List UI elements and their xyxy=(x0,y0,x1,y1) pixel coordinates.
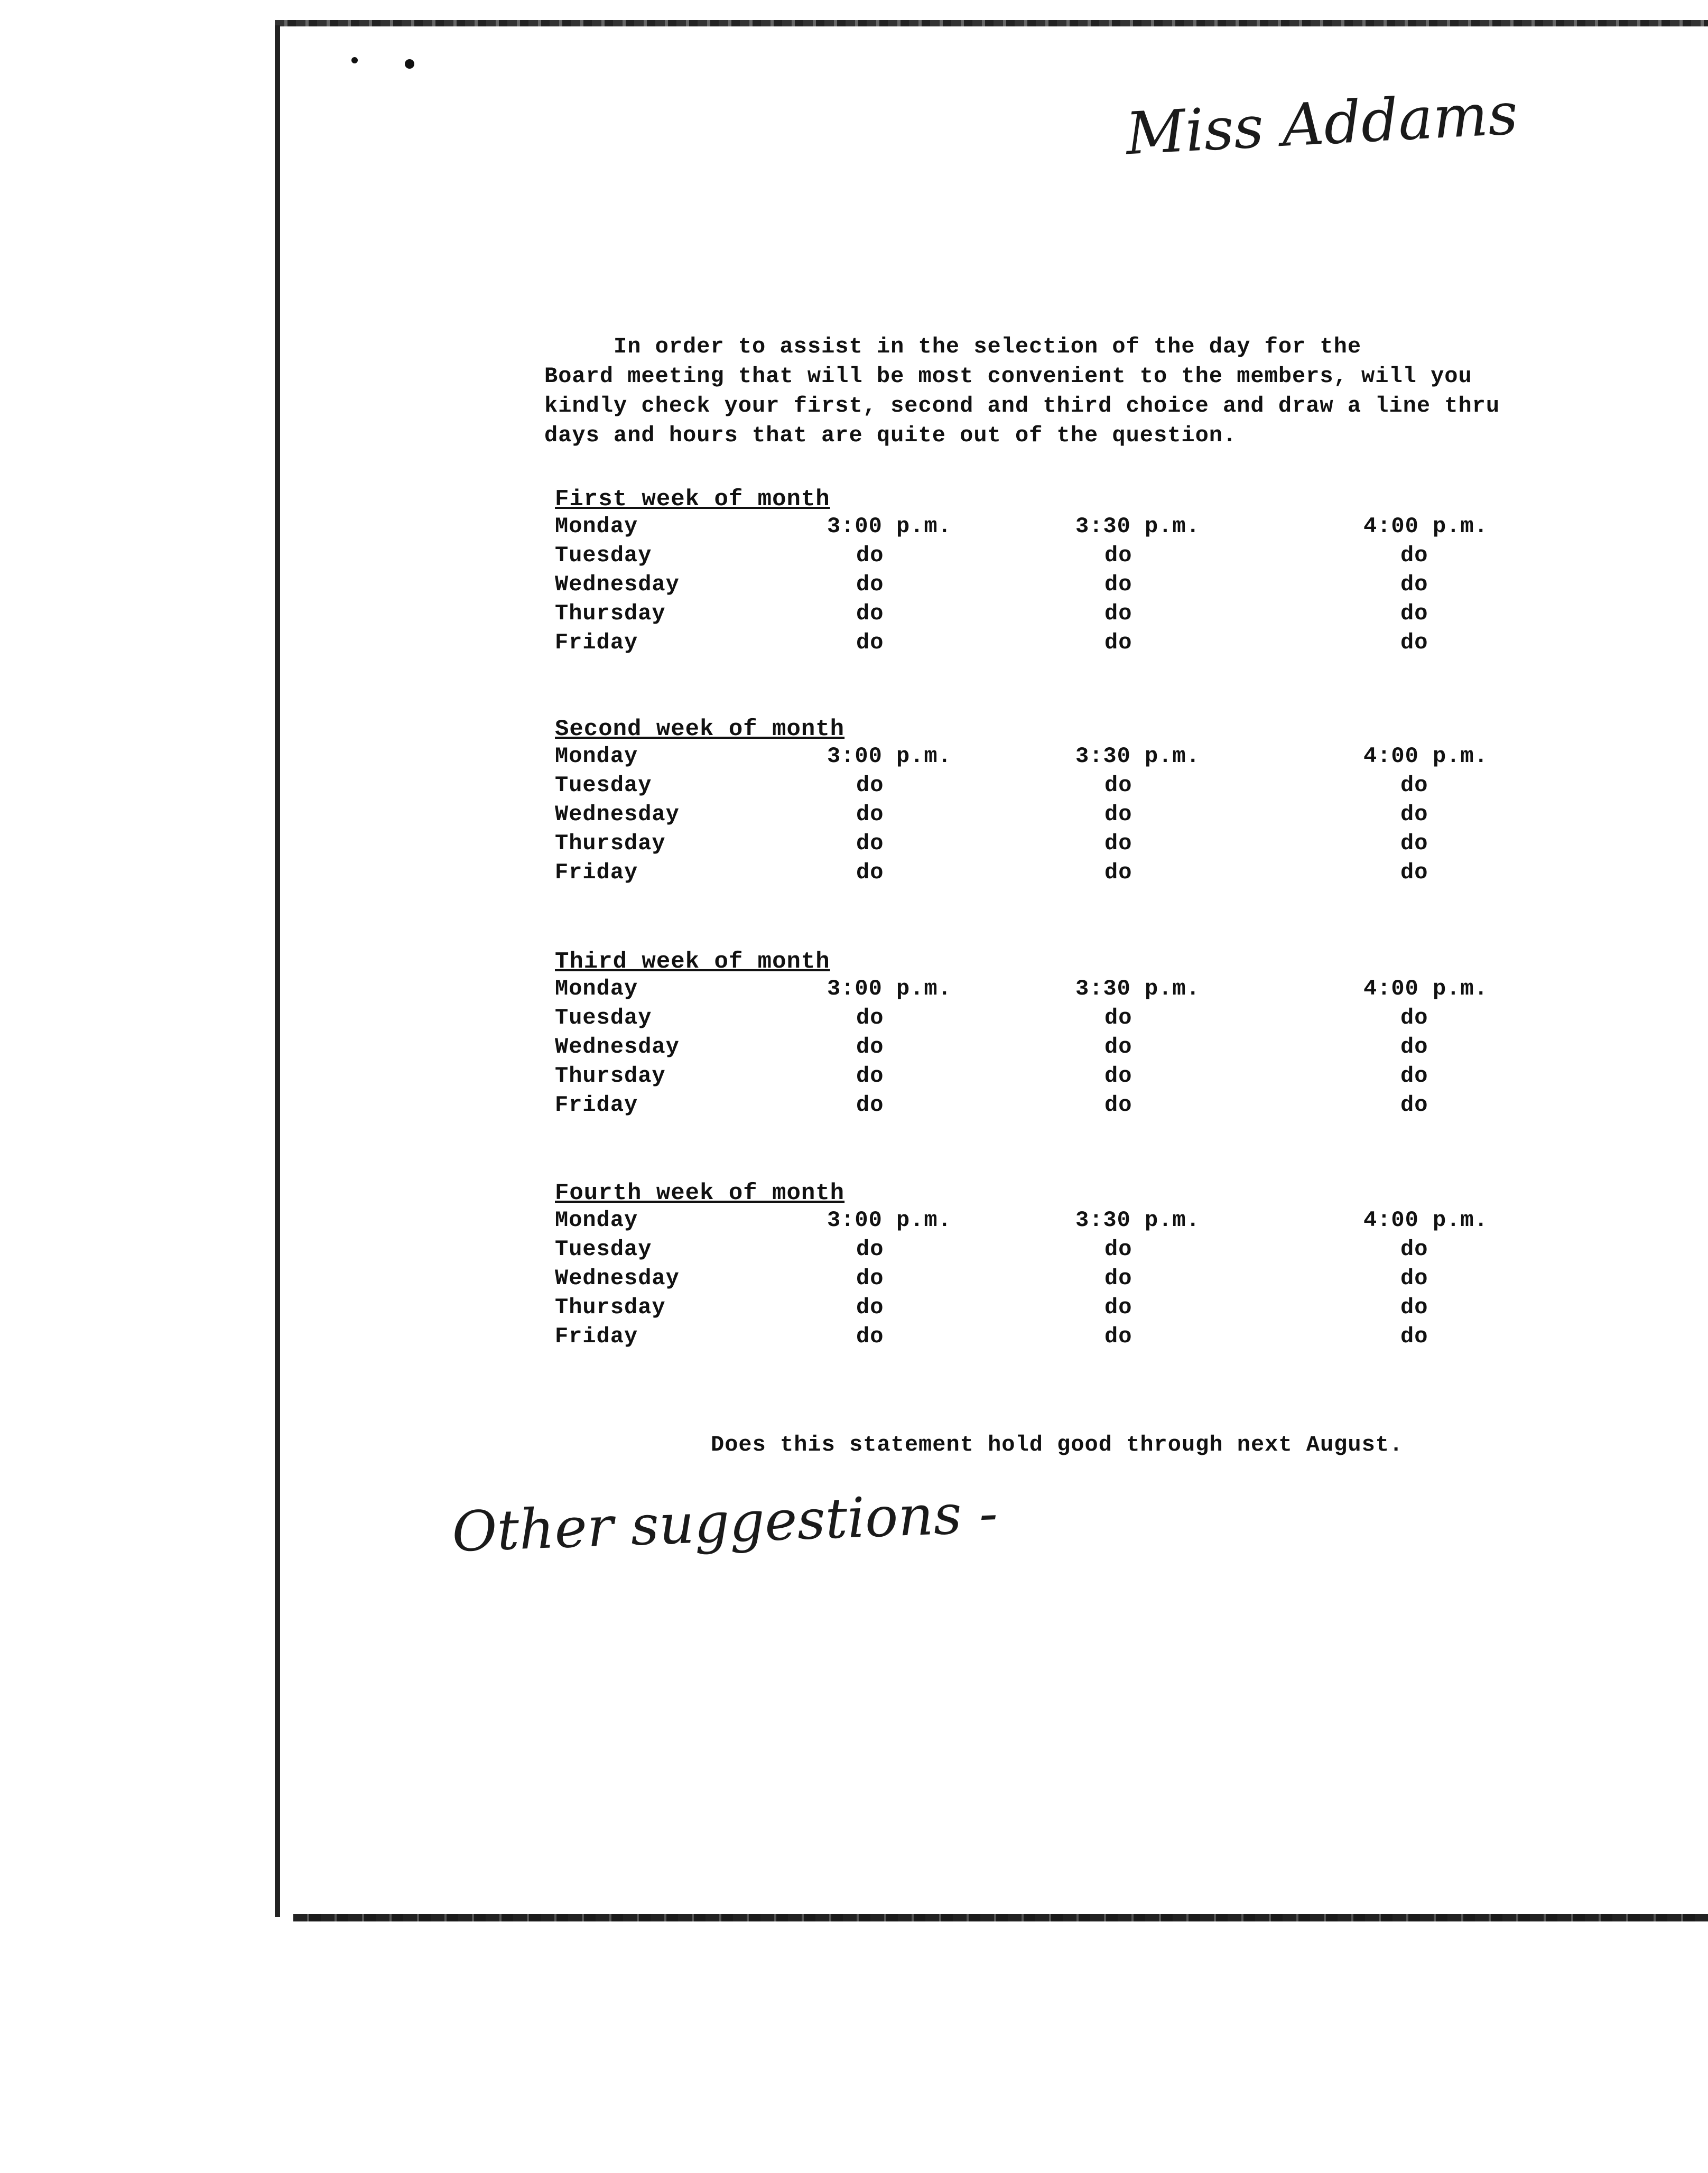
week-block-third xyxy=(555,948,1538,1121)
schedule-row-friday xyxy=(555,860,1538,889)
schedule-row-friday xyxy=(555,630,1538,659)
ditto-cell: do xyxy=(1400,773,1428,798)
day-label: Monday xyxy=(555,514,638,539)
schedule-row-thursday xyxy=(555,601,1538,630)
time-slot: 4:00 p.m. xyxy=(1363,976,1488,1001)
punch-dot xyxy=(405,59,414,69)
time-slot: 3:00 p.m. xyxy=(827,1208,952,1233)
ditto-cell: do xyxy=(1104,860,1133,885)
day-label: Monday xyxy=(555,1208,638,1233)
ditto-cell: do xyxy=(1400,802,1428,827)
schedule-row-monday xyxy=(555,1208,1538,1237)
day-label: Thursday xyxy=(555,1295,666,1320)
time-slot: 3:00 p.m. xyxy=(827,514,952,539)
ditto-cell: do xyxy=(1104,1266,1133,1291)
schedule-row-monday xyxy=(555,976,1538,1005)
intro-line: kindly check your first, second and third choice and draw a line thru xyxy=(544,393,1500,419)
ditto-cell: do xyxy=(856,831,884,856)
scan-edge-left xyxy=(275,25,280,1917)
week-block-fourth xyxy=(555,1179,1538,1353)
intro-line: Board meeting that will be most convenient to the members, will you xyxy=(544,364,1472,389)
day-label: Thursday xyxy=(555,601,666,626)
schedule-row-thursday xyxy=(555,831,1538,860)
intro-line: In order to assist in the selection of the day for the xyxy=(544,334,1362,359)
ditto-cell: do xyxy=(1400,1237,1428,1262)
schedule-row-thursday xyxy=(555,1295,1538,1324)
time-slot: 4:00 p.m. xyxy=(1363,744,1488,769)
schedule-row-wednesday xyxy=(555,1034,1538,1063)
schedule-row-monday xyxy=(555,514,1538,543)
ditto-cell: do xyxy=(856,1237,884,1262)
schedule-row-wednesday xyxy=(555,1266,1538,1295)
ditto-cell: do xyxy=(856,543,884,568)
ditto-cell: do xyxy=(1104,572,1133,597)
ditto-cell: do xyxy=(1104,1034,1133,1060)
punch-dot xyxy=(351,57,358,63)
time-slot: 3:00 p.m. xyxy=(827,976,952,1001)
ditto-cell: do xyxy=(1104,601,1133,626)
time-slot: 4:00 p.m. xyxy=(1363,514,1488,539)
day-label: Wednesday xyxy=(555,572,680,597)
time-slot: 3:30 p.m. xyxy=(1075,514,1200,539)
ditto-cell: do xyxy=(856,572,884,597)
week-block-second xyxy=(555,715,1538,889)
ditto-cell: do xyxy=(856,630,884,655)
schedule-row-tuesday xyxy=(555,543,1538,572)
ditto-cell: do xyxy=(856,1324,884,1349)
schedule-row-tuesday xyxy=(555,1237,1538,1266)
day-label: Wednesday xyxy=(555,1034,680,1060)
day-label: Friday xyxy=(555,860,638,885)
ditto-cell: do xyxy=(1400,860,1428,885)
day-label: Friday xyxy=(555,1324,638,1349)
day-label: Tuesday xyxy=(555,1237,652,1262)
ditto-cell: do xyxy=(1104,773,1133,798)
schedule-row-monday xyxy=(555,744,1538,773)
handwritten-note: Other suggestions - xyxy=(451,1481,999,1564)
handwritten-recipient: Miss Addams xyxy=(1124,79,1520,168)
day-label: Tuesday xyxy=(555,543,652,568)
ditto-cell: do xyxy=(1400,543,1428,568)
ditto-cell: do xyxy=(856,1063,884,1089)
ditto-cell: do xyxy=(856,860,884,885)
week-heading: Fourth week of month xyxy=(555,1180,845,1206)
week-heading: Third week of month xyxy=(555,949,830,975)
day-label: Tuesday xyxy=(555,773,652,798)
scan-edge-top xyxy=(275,20,1708,26)
week-heading: First week of month xyxy=(555,486,830,513)
ditto-cell: do xyxy=(1104,630,1133,655)
ditto-cell: do xyxy=(856,1295,884,1320)
day-label: Monday xyxy=(555,976,638,1001)
ditto-cell: do xyxy=(1104,1005,1133,1030)
day-label: Wednesday xyxy=(555,802,680,827)
intro-paragraph xyxy=(544,332,1517,450)
scan-edge-bottom xyxy=(293,1914,1708,1921)
intro-line: days and hours that are quite out of the question. xyxy=(544,423,1237,448)
schedule-row-friday xyxy=(555,1092,1538,1121)
ditto-cell: do xyxy=(1104,1092,1133,1118)
ditto-cell: do xyxy=(1400,1034,1428,1060)
schedule-row-thursday xyxy=(555,1063,1538,1092)
day-label: Friday xyxy=(555,1092,638,1118)
schedule-row-wednesday xyxy=(555,572,1538,601)
ditto-cell: do xyxy=(856,1092,884,1118)
ditto-cell: do xyxy=(1104,1063,1133,1089)
ditto-cell: do xyxy=(1400,1295,1428,1320)
closing-question: Does this statement hold good through next August. xyxy=(711,1432,1404,1457)
ditto-cell: do xyxy=(1104,1324,1133,1349)
ditto-cell: do xyxy=(856,1005,884,1030)
time-slot: 3:30 p.m. xyxy=(1075,976,1200,1001)
day-label: Tuesday xyxy=(555,1005,652,1030)
ditto-cell: do xyxy=(856,1266,884,1291)
ditto-cell: do xyxy=(1104,1295,1133,1320)
ditto-cell: do xyxy=(1104,802,1133,827)
ditto-cell: do xyxy=(856,601,884,626)
week-heading: Second week of month xyxy=(555,716,845,742)
schedule-row-friday xyxy=(555,1324,1538,1353)
time-slot: 4:00 p.m. xyxy=(1363,1208,1488,1233)
ditto-cell: do xyxy=(1400,572,1428,597)
day-label: Wednesday xyxy=(555,1266,680,1291)
ditto-cell: do xyxy=(1400,630,1428,655)
day-label: Thursday xyxy=(555,831,666,856)
time-slot: 3:00 p.m. xyxy=(827,744,952,769)
ditto-cell: do xyxy=(1400,831,1428,856)
day-label: Thursday xyxy=(555,1063,666,1089)
ditto-cell: do xyxy=(1400,1266,1428,1291)
day-label: Friday xyxy=(555,630,638,655)
ditto-cell: do xyxy=(856,773,884,798)
schedule-row-tuesday xyxy=(555,773,1538,802)
ditto-cell: do xyxy=(856,1034,884,1060)
ditto-cell: do xyxy=(856,802,884,827)
ditto-cell: do xyxy=(1400,1324,1428,1349)
ditto-cell: do xyxy=(1104,831,1133,856)
time-slot: 3:30 p.m. xyxy=(1075,744,1200,769)
ditto-cell: do xyxy=(1400,1005,1428,1030)
week-block-first xyxy=(555,485,1538,659)
ditto-cell: do xyxy=(1104,1237,1133,1262)
schedule-row-tuesday xyxy=(555,1005,1538,1034)
day-label: Monday xyxy=(555,744,638,769)
time-slot: 3:30 p.m. xyxy=(1075,1208,1200,1233)
ditto-cell: do xyxy=(1104,543,1133,568)
ditto-cell: do xyxy=(1400,601,1428,626)
schedule-row-wednesday xyxy=(555,802,1538,831)
ditto-cell: do xyxy=(1400,1063,1428,1089)
ditto-cell: do xyxy=(1400,1092,1428,1118)
